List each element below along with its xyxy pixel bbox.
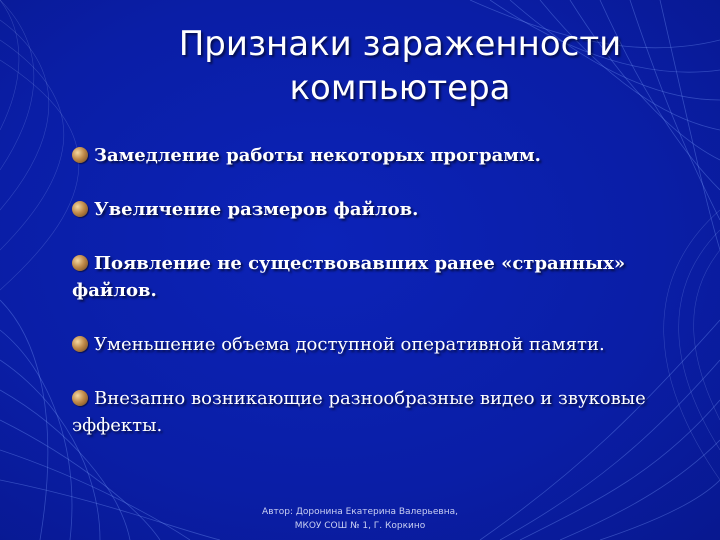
bullet-list xyxy=(72,142,662,466)
bronze-sphere-bullet-icon xyxy=(72,336,88,352)
list-item-text: Увеличение размеров файлов. xyxy=(94,199,419,220)
list-item xyxy=(72,142,662,169)
bronze-sphere-bullet-icon xyxy=(72,390,88,406)
list-item-text: Замедление работы некоторых программ. xyxy=(94,145,541,166)
footer-author-line: Автор: Доронина Екатерина Валерьевна, xyxy=(262,507,458,517)
list-item xyxy=(72,385,662,439)
bronze-sphere-bullet-icon xyxy=(72,255,88,271)
slide-title: Признаки зараженности компьютера xyxy=(178,24,622,108)
list-item-text: Появление не существовавших ранее «странных» файлов. xyxy=(72,253,626,301)
list-item-text: Уменьшение объема доступной оперативной памяти. xyxy=(94,334,605,355)
list-item-text: Внезапно возникающие разнообразные видео и звуковые эффекты. xyxy=(72,388,646,436)
list-item xyxy=(72,250,662,304)
list-item xyxy=(72,331,662,358)
footer-school-line: МКОУ СОШ № 1, Г. Коркино xyxy=(294,521,426,531)
bronze-sphere-bullet-icon xyxy=(72,147,88,163)
bronze-sphere-bullet-icon xyxy=(72,201,88,217)
list-item xyxy=(72,196,662,223)
author-footer xyxy=(230,505,490,533)
